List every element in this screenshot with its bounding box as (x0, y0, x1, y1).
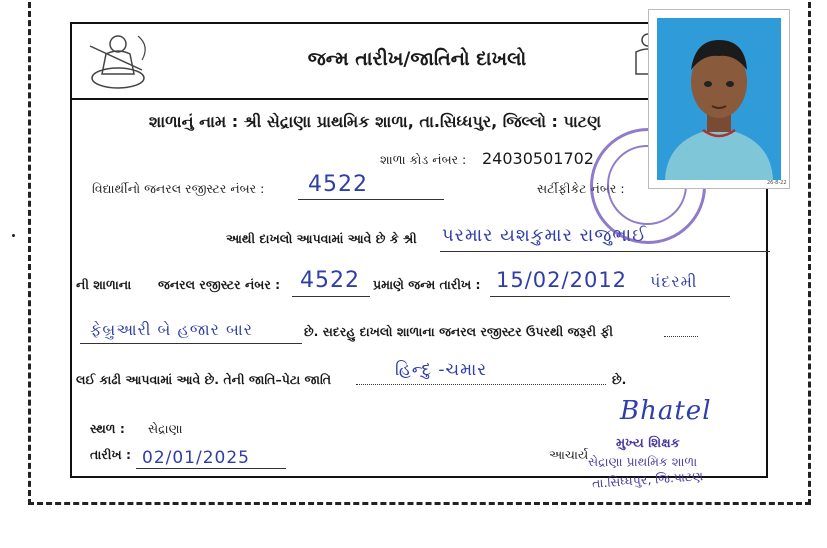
school-code-label: શાળા કોડ નંબર : (380, 152, 467, 167)
gr-label-2: જનરલ રજીસ્ટર નંબર : (158, 277, 281, 292)
stamp-line-1: મુખ્ય શિક્ષક (616, 436, 680, 451)
stamp-line-2: સેદ્રાણા પ્રાથમિક શાળા (588, 454, 698, 469)
dob-words-1: પંદરમી (650, 272, 698, 291)
date-label: તારીખ : (90, 447, 132, 462)
saraswati-emblem-left (80, 26, 158, 96)
gr-value: 4522 (308, 172, 368, 197)
photo-date: 26-8-22 (767, 180, 787, 186)
certificate-number-label: સર્ટીફીકેટ નંબર : (537, 181, 625, 196)
caste-end: છે. (612, 372, 627, 387)
gr-underline (298, 199, 444, 200)
dob-value: 15/02/2012 (496, 268, 628, 292)
margin-dot (12, 234, 15, 237)
principal-label: આચાર્ય (549, 447, 589, 462)
certificate-title: જન્મ તારીખ/જાતિનો દાખલો (307, 48, 527, 70)
gr-underline-2 (292, 296, 370, 297)
student-portrait (657, 18, 781, 180)
caste-value: હિન્દુ -ચમાર (395, 360, 488, 380)
place-value: સેદ્રાણા (148, 421, 183, 436)
name-underline (440, 251, 770, 252)
caste-dots (356, 384, 606, 385)
gr-label: વિદ્યાર્થીનો જનરલ રજીસ્ટર નંબર : (92, 181, 265, 196)
dob-words-2: ફેબ્રુઆરી બે હજાર બાર (90, 320, 254, 339)
student-photo (649, 10, 789, 188)
school-of-label: ની શાળાના (76, 277, 132, 292)
dob-words-underline (80, 343, 302, 344)
gr-value-2: 4522 (300, 268, 360, 293)
signature: Bhatel (620, 396, 712, 426)
given-text: લઈ કાઢી આપવામાં આવે છે. તેની જાતિ–પેટા જાતિ (76, 372, 332, 387)
copy-text: છે. સદરહુ દાખલો શાળાના જનરલ રજીસ્ટર ઉપરથી જરૂરી ફી (304, 324, 613, 339)
dob-label: પ્રમાણે જન્મ તારીખ : (373, 277, 481, 292)
date-value: 02/01/2025 (142, 448, 250, 468)
date-underline (136, 468, 286, 469)
place-label: સ્થળ : (90, 421, 125, 436)
school-code-value: 24030501702 (482, 149, 594, 168)
fee-dots (664, 336, 698, 337)
school-name-line: શાળાનું નામ : શ્રી સેદ્રાણા પ્રાથમિક શાળા, તા.સિધ્ધપુર, જિલ્લો : પાટણ (148, 112, 602, 131)
issue-intro: આથી દાખલો આપવામાં આવે છે કે શ્રી (226, 231, 417, 246)
stamp-line-3: તા.સિધ્ધપુર, જિ.પાટણ (591, 468, 704, 491)
student-name: પરમાર યશકુમાર રાજુભાઈ (442, 225, 648, 246)
dob-underline (490, 296, 730, 297)
